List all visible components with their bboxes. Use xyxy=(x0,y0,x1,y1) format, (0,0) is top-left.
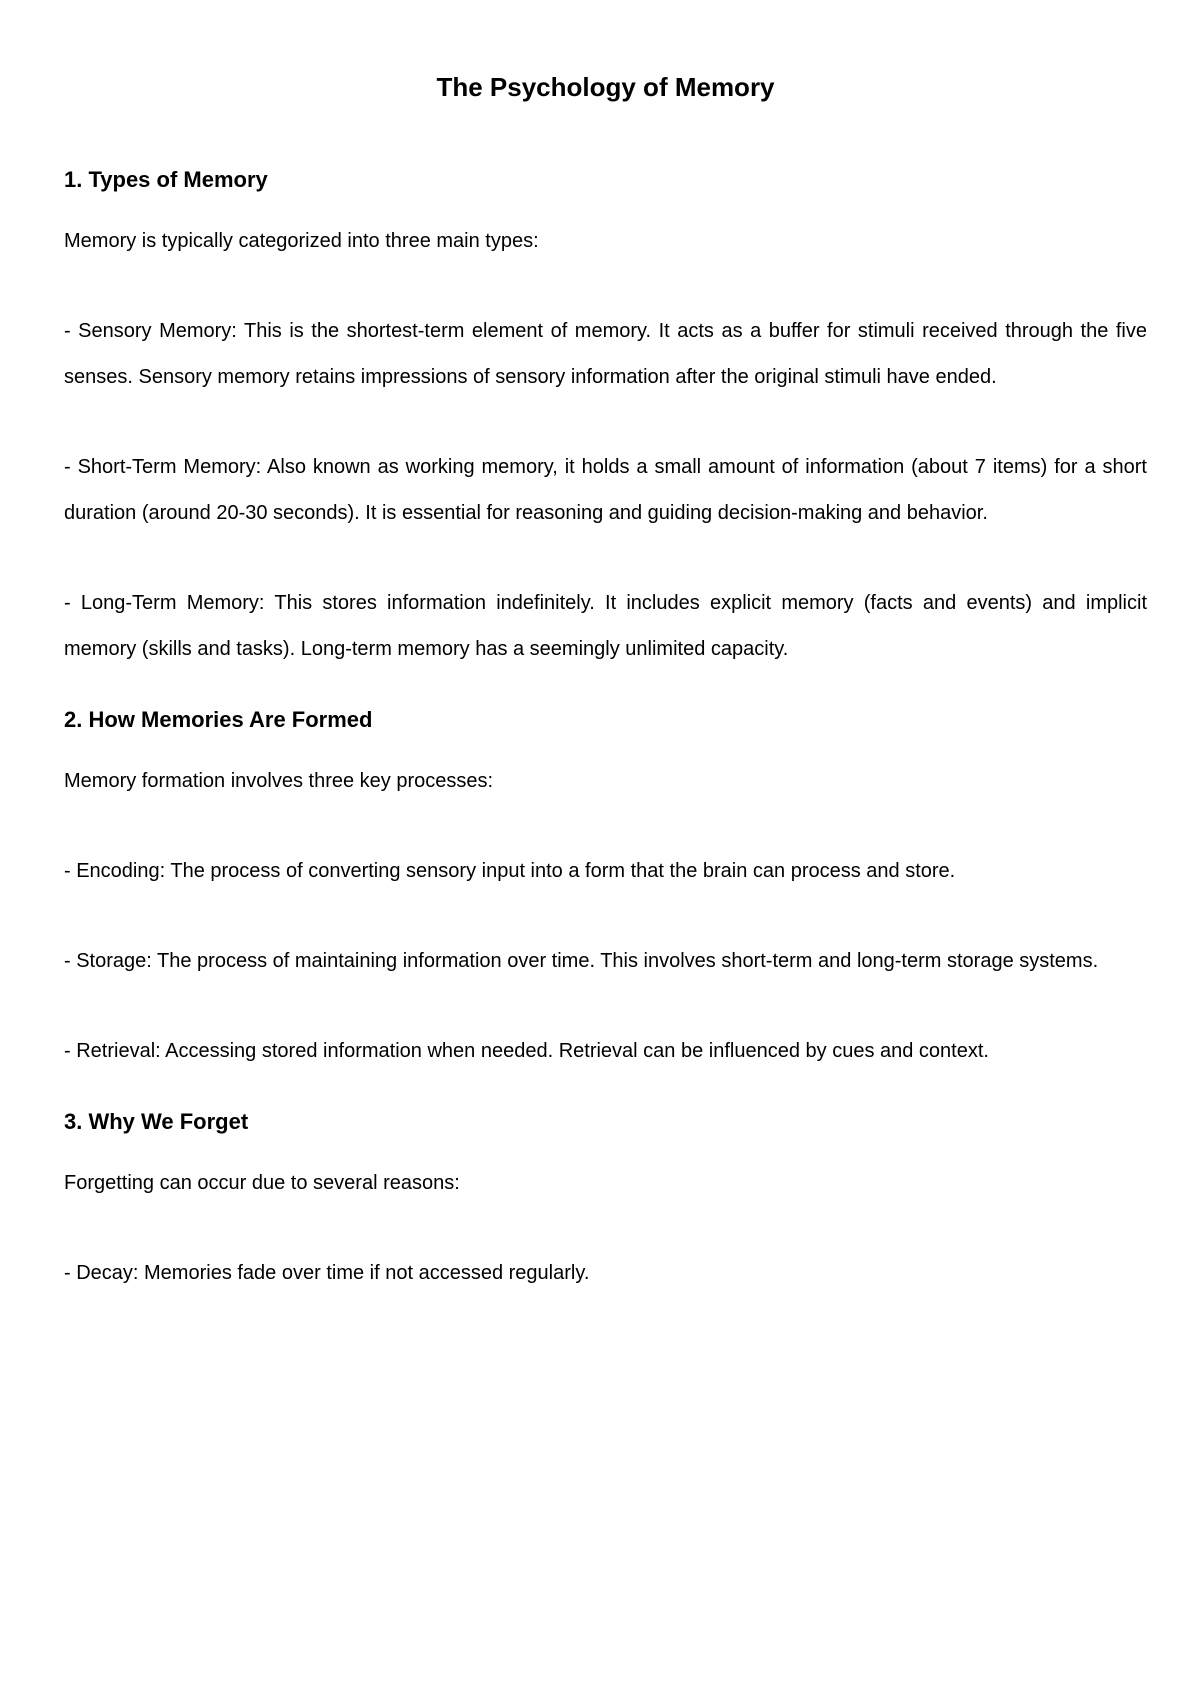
document-body xyxy=(64,70,1147,1296)
list-item-long-term-memory: - Long-Term Memory: This stores information indefinitely. It includes explicit memory (facts and events) and implicit memory (skills and tasks). Long-term memory has a seemingly unlimited capacity. xyxy=(64,592,1147,660)
list-item-short-term-memory: - Short-Term Memory: Also known as working memory, it holds a small amount of information (about 7 items) for a short duration (around 20-30 seconds). It is essential for reasoning and guiding decision-making and behavior. xyxy=(64,456,1147,524)
section-heading: 1. Types of Memory xyxy=(64,167,268,192)
list-item-retrieval: - Retrieval: Accessing stored information when needed. Retrieval can be influenced by cues and context. xyxy=(64,1040,989,1062)
section-intro: Memory is typically categorized into three main types: xyxy=(64,230,539,252)
section-types-of-memory xyxy=(64,166,1147,672)
list-item-sensory-memory: - Sensory Memory: This is the shortest-term element of memory. It acts as a buffer for stimuli received through the five senses. Sensory memory retains impressions of sensory information after the original stimuli have ended. xyxy=(64,320,1147,388)
section-intro: Forgetting can occur due to several reasons: xyxy=(64,1172,460,1194)
list-item-storage: - Storage: The process of maintaining information over time. This involves short-term and long-term storage systems. xyxy=(64,950,1099,972)
section-intro: Memory formation involves three key processes: xyxy=(64,770,494,792)
list-item-decay: - Decay: Memories fade over time if not accessed regularly. xyxy=(64,1262,590,1284)
section-heading: 3. Why We Forget xyxy=(64,1109,249,1134)
section-heading: 2. How Memories Are Formed xyxy=(64,707,373,732)
list-item-encoding: - Encoding: The process of converting sensory input into a form that the brain can process and store. xyxy=(64,860,956,882)
document-title: The Psychology of Memory xyxy=(436,72,775,102)
section-why-we-forget xyxy=(64,1108,1147,1296)
section-how-memories-are-formed xyxy=(64,706,1147,1074)
